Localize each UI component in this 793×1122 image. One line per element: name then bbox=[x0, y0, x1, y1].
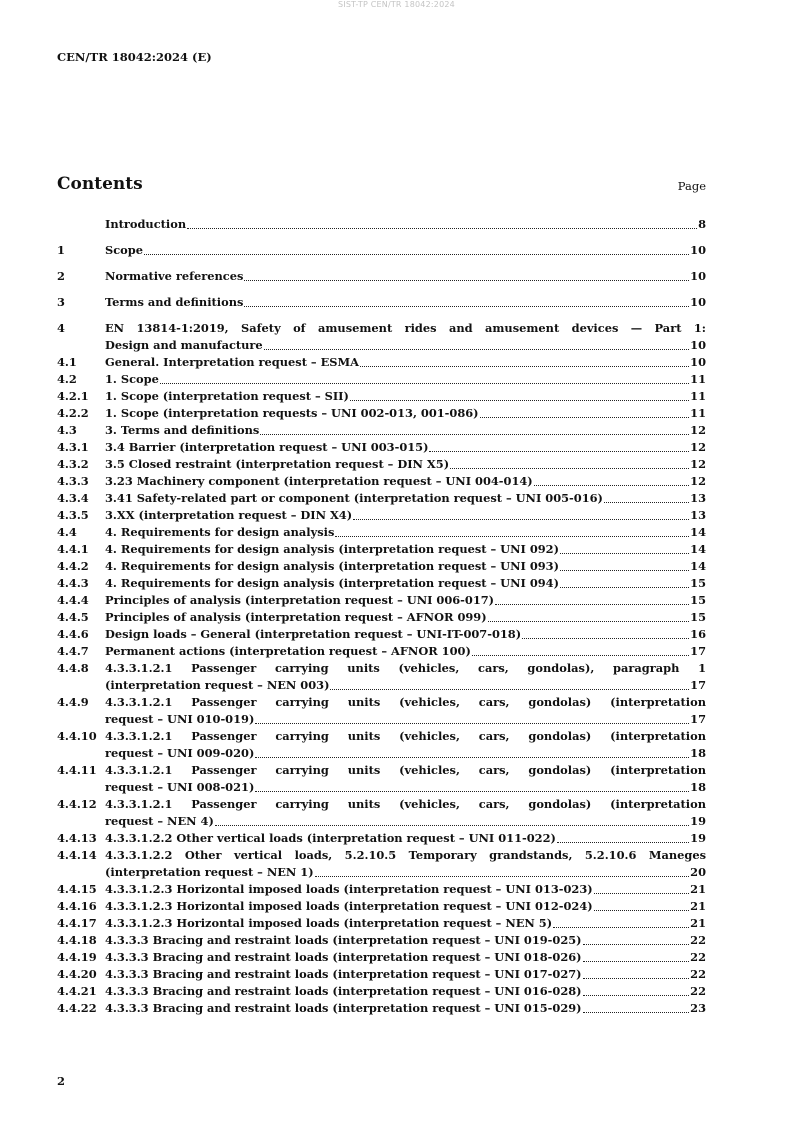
toc-entry[interactable] bbox=[57, 490, 706, 507]
toc-entry-number: 4.4.11 bbox=[57, 763, 97, 777]
toc-entry[interactable] bbox=[57, 371, 706, 388]
dot-leader bbox=[560, 553, 689, 554]
toc-entry-number: 4.4 bbox=[57, 525, 77, 539]
toc-entry-page: 21 bbox=[690, 916, 706, 930]
toc-entry[interactable] bbox=[57, 320, 706, 354]
dot-leader bbox=[488, 621, 690, 622]
dot-leader bbox=[583, 995, 690, 996]
dot-leader bbox=[560, 587, 689, 588]
toc-entry-number: 4.4.19 bbox=[57, 950, 97, 964]
toc-entry[interactable] bbox=[57, 728, 706, 762]
toc-entry-title: 3.41 Safety-related part or component (interpretation request – UNI 005-016) bbox=[105, 491, 603, 505]
dot-leader bbox=[583, 978, 690, 979]
toc-entry[interactable] bbox=[57, 643, 706, 660]
toc-entry-title: General. Interpretation request – ESMA bbox=[105, 355, 359, 369]
dot-leader bbox=[144, 254, 689, 255]
toc-entry[interactable] bbox=[57, 949, 706, 966]
toc-entry-title: (interpretation request – NEN 1) bbox=[105, 865, 314, 879]
toc-entry-title: 1. Scope (interpretation requests – UNI 002-013, 001-086) bbox=[105, 406, 479, 420]
toc-entry-title: 4.3.3.3 Bracing and restraint loads (interpretation request – UNI 016-028) bbox=[105, 984, 582, 998]
dot-leader bbox=[350, 400, 689, 401]
document-id: CEN/TR 18042:2024 (E) bbox=[57, 50, 212, 64]
toc-entry-page: 15 bbox=[690, 593, 706, 607]
toc-entry-page: 20 bbox=[690, 865, 706, 879]
toc-entry-number: 4.3 bbox=[57, 423, 77, 437]
toc-entry-number: 4.2.2 bbox=[57, 406, 89, 420]
toc-entry-number: 4.2 bbox=[57, 372, 77, 386]
toc-entry-title: request – UNI 008-021) bbox=[105, 780, 255, 794]
toc-entry-number: 4.3.3 bbox=[57, 474, 89, 488]
toc-entry-page: 13 bbox=[690, 491, 706, 505]
toc-entry-number: 4.4.2 bbox=[57, 559, 89, 573]
toc-entry-number: 4 bbox=[57, 321, 65, 335]
toc-entry-title: 1. Scope bbox=[105, 372, 159, 386]
toc-entry-title: 4.3.3.1.2.2 Other vertical loads (interpretation request – UNI 011-022) bbox=[105, 831, 556, 845]
dot-leader bbox=[360, 366, 689, 367]
toc-entry-title: 3.5 Closed restraint (interpretation request – DIN X5) bbox=[105, 457, 450, 471]
toc-entry-number: 4.4.4 bbox=[57, 593, 89, 607]
toc-entry[interactable] bbox=[57, 388, 706, 405]
toc-entry-number: 4.4.15 bbox=[57, 882, 97, 896]
toc-entry-page: 21 bbox=[690, 899, 706, 913]
toc-entry-number: 4.4.16 bbox=[57, 899, 97, 913]
page-column-label: Page bbox=[677, 179, 706, 193]
toc-entry-page: 22 bbox=[690, 950, 706, 964]
toc-entry-page: 14 bbox=[690, 525, 706, 539]
toc-entry[interactable] bbox=[57, 796, 706, 830]
toc-entry-number: 4.4.8 bbox=[57, 661, 89, 675]
toc-entry-page: 15 bbox=[690, 610, 706, 624]
dot-leader bbox=[215, 825, 689, 826]
dot-leader bbox=[604, 502, 689, 503]
dot-leader bbox=[187, 228, 697, 229]
toc-entry-number: 4.4.12 bbox=[57, 797, 97, 811]
dot-leader bbox=[335, 536, 689, 537]
dot-leader bbox=[330, 689, 689, 690]
toc-entry-page: 11 bbox=[690, 389, 706, 403]
toc-entry-page: 22 bbox=[690, 984, 706, 998]
toc-entry-title-line: 4.3.3.1.2.1 Passenger carrying units (vehicles, cars, gondolas) (interpretation bbox=[105, 729, 706, 743]
toc-entry-title: 4. Requirements for design analysis bbox=[105, 525, 335, 539]
toc-entry[interactable] bbox=[57, 592, 706, 609]
toc-entry-page: 16 bbox=[690, 627, 706, 641]
toc-entry-page: 19 bbox=[690, 831, 706, 845]
toc-entry-page: 10 bbox=[690, 338, 706, 352]
dot-leader bbox=[594, 910, 689, 911]
toc-entry-number: 1 bbox=[57, 243, 65, 257]
toc-entry[interactable] bbox=[57, 422, 706, 439]
dot-leader bbox=[472, 655, 689, 656]
toc-entry[interactable] bbox=[57, 660, 706, 694]
toc-entry-number: 4.4.3 bbox=[57, 576, 89, 590]
dot-leader bbox=[557, 842, 689, 843]
dot-leader bbox=[244, 280, 689, 281]
toc-entry[interactable] bbox=[57, 405, 706, 422]
toc-entry-title: (interpretation request – NEN 003) bbox=[105, 678, 330, 692]
toc-entry-number: 4.4.13 bbox=[57, 831, 97, 845]
toc-entry[interactable] bbox=[57, 881, 706, 898]
table-of-contents bbox=[57, 216, 706, 1017]
toc-entry-title: request – NEN 4) bbox=[105, 814, 214, 828]
toc-entry-number: 4.4.20 bbox=[57, 967, 97, 981]
toc-entry[interactable] bbox=[57, 830, 706, 847]
toc-entry-number: 4.4.5 bbox=[57, 610, 89, 624]
toc-entry-number: 3 bbox=[57, 295, 65, 309]
toc-entry-page: 22 bbox=[690, 933, 706, 947]
toc-entry-title: Design and manufacture bbox=[105, 338, 263, 352]
toc-entry-number: 4.4.7 bbox=[57, 644, 89, 658]
toc-entry-number: 4.4.6 bbox=[57, 627, 89, 641]
dot-leader bbox=[429, 451, 689, 452]
toc-entry-page: 14 bbox=[690, 542, 706, 556]
toc-entry[interactable] bbox=[57, 932, 706, 949]
toc-entry[interactable] bbox=[57, 439, 706, 456]
toc-entry-title: Introduction bbox=[105, 217, 187, 231]
toc-entry[interactable] bbox=[57, 473, 706, 490]
toc-entry-page: 12 bbox=[690, 457, 706, 471]
toc-entry-page: 17 bbox=[690, 712, 706, 726]
toc-entry-title: 3.4 Barrier (interpretation request – UNI 003-015) bbox=[105, 440, 429, 454]
toc-entry-title: 4.3.3.1.2.3 Horizontal imposed loads (interpretation request – UNI 013-023) bbox=[105, 882, 593, 896]
toc-entry-title-line: 4.3.3.1.2.1 Passenger carrying units (vehicles, cars, gondolas) (interpretation bbox=[105, 695, 706, 709]
toc-entry-title: Principles of analysis (interpretation request – AFNOR 099) bbox=[105, 610, 487, 624]
dot-leader bbox=[594, 893, 689, 894]
watermark: SIST-TP CEN/TR 18042:2024 bbox=[338, 0, 455, 9]
toc-entry-page: 19 bbox=[690, 814, 706, 828]
toc-entry-number: 4.4.22 bbox=[57, 1001, 97, 1015]
toc-entry-title-line: 4.3.3.1.2.1 Passenger carrying units (vehicles, cars, gondolas) (interpretation bbox=[105, 797, 706, 811]
toc-entry[interactable] bbox=[57, 541, 706, 558]
toc-entry-title: Principles of analysis (interpretation request – UNI 006-017) bbox=[105, 593, 495, 607]
toc-entry-title-line: 4.3.3.1.2.1 Passenger carrying units (vehicles, cars, gondolas) (interpretation bbox=[105, 763, 706, 777]
dot-leader bbox=[534, 485, 689, 486]
toc-entry-page: 10 bbox=[690, 295, 706, 309]
toc-entry-page: 10 bbox=[690, 243, 706, 257]
toc-entry-page: 12 bbox=[690, 440, 706, 454]
dot-leader bbox=[260, 434, 689, 435]
dot-leader bbox=[495, 604, 689, 605]
dot-leader bbox=[255, 723, 689, 724]
dot-leader bbox=[480, 417, 690, 418]
toc-entry-number: 4.4.10 bbox=[57, 729, 97, 743]
toc-entry[interactable] bbox=[57, 575, 706, 592]
toc-entry-page: 18 bbox=[690, 780, 706, 794]
toc-entry[interactable] bbox=[57, 847, 706, 881]
dot-leader bbox=[450, 468, 689, 469]
toc-entry-title-line: EN 13814-1:2019, Safety of amusement rides and amusement devices — Part 1: bbox=[105, 321, 706, 335]
toc-entry-number: 4.4.14 bbox=[57, 848, 97, 862]
dot-leader bbox=[553, 927, 689, 928]
toc-entry[interactable] bbox=[57, 524, 706, 541]
toc-entry-page: 10 bbox=[690, 355, 706, 369]
toc-entry[interactable] bbox=[57, 456, 706, 473]
dot-leader bbox=[560, 570, 689, 571]
dot-leader bbox=[353, 519, 689, 520]
toc-entry-title: Design loads – General (interpretation request – UNI-IT-007-018) bbox=[105, 627, 522, 641]
toc-entry-title-line: 4.3.3.1.2.1 Passenger carrying units (vehicles, cars, gondolas), paragraph 1 bbox=[105, 661, 706, 675]
toc-entry-page: 8 bbox=[698, 217, 706, 231]
toc-entry-number: 2 bbox=[57, 269, 65, 283]
toc-entry-title: 4. Requirements for design analysis (interpretation request – UNI 093) bbox=[105, 559, 559, 573]
dot-leader bbox=[522, 638, 689, 639]
toc-entry-number: 4.4.9 bbox=[57, 695, 89, 709]
toc-entry-page: 14 bbox=[690, 559, 706, 573]
toc-entry-number: 4.3.2 bbox=[57, 457, 89, 471]
dot-leader bbox=[583, 961, 690, 962]
toc-entry-page: 10 bbox=[690, 269, 706, 283]
toc-entry-title: 4.3.3.3 Bracing and restraint loads (interpretation request – UNI 015-029) bbox=[105, 1001, 582, 1015]
toc-entry-number: 4.4.17 bbox=[57, 916, 97, 930]
toc-entry-title: Normative references bbox=[105, 269, 244, 283]
toc-entry[interactable] bbox=[57, 1000, 706, 1017]
toc-entry-number: 4.3.1 bbox=[57, 440, 89, 454]
toc-entry-title: 4. Requirements for design analysis (interpretation request – UNI 094) bbox=[105, 576, 559, 590]
toc-entry-title: Terms and definitions bbox=[105, 295, 244, 309]
toc-entry[interactable] bbox=[57, 216, 706, 233]
dot-leader bbox=[244, 306, 689, 307]
toc-entry[interactable] bbox=[57, 626, 706, 643]
dot-leader bbox=[583, 1012, 690, 1013]
toc-entry[interactable] bbox=[57, 983, 706, 1000]
toc-entry[interactable] bbox=[57, 242, 706, 259]
toc-entry-number: 4.2.1 bbox=[57, 389, 89, 403]
toc-entry[interactable] bbox=[57, 762, 706, 796]
toc-entry-title: Permanent actions (interpretation request – AFNOR 100) bbox=[105, 644, 471, 658]
toc-entry-page: 21 bbox=[690, 882, 706, 896]
toc-entry-title: 1. Scope (interpretation request – SII) bbox=[105, 389, 349, 403]
dot-leader bbox=[315, 876, 690, 877]
toc-entry-title-line: 4.3.3.1.2.2 Other vertical loads, 5.2.10.5 Temporary grandstands, 5.2.10.6 Maneges bbox=[105, 848, 706, 862]
toc-entry-page: 11 bbox=[690, 406, 706, 420]
dot-leader bbox=[255, 791, 689, 792]
toc-entry[interactable] bbox=[57, 898, 706, 915]
toc-entry-page: 17 bbox=[690, 678, 706, 692]
toc-entry[interactable] bbox=[57, 609, 706, 626]
toc-entry[interactable] bbox=[57, 694, 706, 728]
dot-leader bbox=[583, 944, 690, 945]
page-number: 2 bbox=[57, 1074, 66, 1088]
toc-entry-number: 4.4.1 bbox=[57, 542, 89, 556]
toc-entry-page: 12 bbox=[690, 474, 706, 488]
toc-entry-title: 4.3.3.1.2.3 Horizontal imposed loads (interpretation request – UNI 012-024) bbox=[105, 899, 593, 913]
toc-entry-number: 4.3.4 bbox=[57, 491, 89, 505]
contents-heading: Contents bbox=[57, 174, 143, 194]
toc-entry[interactable] bbox=[57, 354, 706, 371]
toc-entry-title: 3.23 Machinery component (interpretation request – UNI 004-014) bbox=[105, 474, 533, 488]
toc-entry-page: 17 bbox=[690, 644, 706, 658]
toc-entry-page: 23 bbox=[690, 1001, 706, 1015]
toc-entry-page: 18 bbox=[690, 746, 706, 760]
toc-entry-title: request – UNI 010-019) bbox=[105, 712, 255, 726]
toc-entry[interactable] bbox=[57, 966, 706, 983]
toc-entry-number: 4.1 bbox=[57, 355, 77, 369]
toc-entry-number: 4.3.5 bbox=[57, 508, 89, 522]
toc-entry[interactable] bbox=[57, 915, 706, 932]
toc-entry-title: 4.3.3.3 Bracing and restraint loads (interpretation request – UNI 018-026) bbox=[105, 950, 582, 964]
toc-entry-title: 4. Requirements for design analysis (interpretation request – UNI 092) bbox=[105, 542, 559, 556]
toc-entry-page: 12 bbox=[690, 423, 706, 437]
toc-entry-title: request – UNI 009-020) bbox=[105, 746, 255, 760]
toc-entry-title: 4.3.3.1.2.3 Horizontal imposed loads (interpretation request – NEN 5) bbox=[105, 916, 553, 930]
toc-entry[interactable] bbox=[57, 558, 706, 575]
toc-entry[interactable] bbox=[57, 294, 706, 311]
toc-entry-page: 15 bbox=[690, 576, 706, 590]
dot-leader bbox=[160, 383, 689, 384]
dot-leader bbox=[264, 349, 689, 350]
toc-entry-page: 13 bbox=[690, 508, 706, 522]
toc-entry-number: 4.4.21 bbox=[57, 984, 97, 998]
toc-entry-number: 4.4.18 bbox=[57, 933, 97, 947]
toc-entry-title: 4.3.3.3 Bracing and restraint loads (interpretation request – UNI 017-027) bbox=[105, 967, 582, 981]
toc-entry[interactable] bbox=[57, 268, 706, 285]
toc-entry-title: 3. Terms and definitions bbox=[105, 423, 260, 437]
toc-entry-page: 22 bbox=[690, 967, 706, 981]
toc-entry[interactable] bbox=[57, 507, 706, 524]
toc-entry-title: Scope bbox=[105, 243, 143, 257]
dot-leader bbox=[255, 757, 689, 758]
toc-entry-title: 3.XX (interpretation request – DIN X4) bbox=[105, 508, 353, 522]
toc-entry-page: 11 bbox=[690, 372, 706, 386]
toc-entry-title: 4.3.3.3 Bracing and restraint loads (interpretation request – UNI 019-025) bbox=[105, 933, 582, 947]
